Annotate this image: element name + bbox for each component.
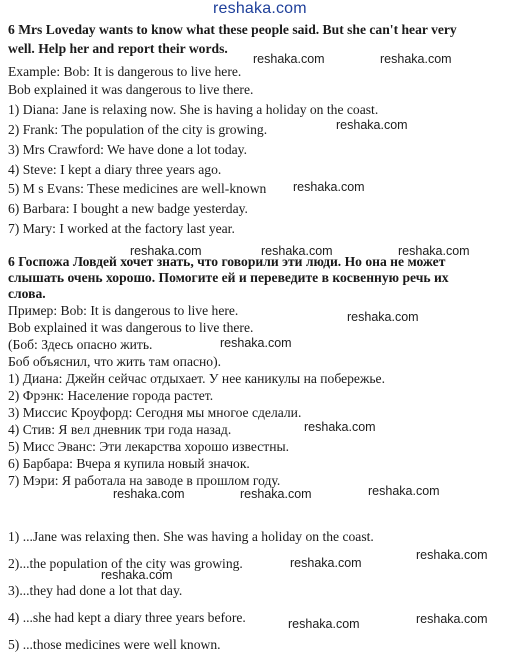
watermark: reshaka.com: [101, 568, 173, 582]
russian-item-1: 1) Диана: Джейн сейчас отдыхает. У нее каникулы на побережье.: [8, 371, 385, 386]
watermark: reshaka.com: [304, 420, 376, 434]
answer-5: 5) ...those medicines were well known.: [8, 637, 221, 652]
english-item-5: 5) M s Evans: These medicines are well-known: [8, 181, 267, 196]
watermark: reshaka.com: [347, 310, 419, 324]
english-item-3: 3) Mrs Crawford: We have done a lot today.: [8, 142, 247, 157]
watermark: reshaka.com: [130, 244, 202, 258]
russian-example-line-2: Bob explained it was dangerous to live there.: [8, 320, 254, 335]
watermark: reshaka.com: [416, 548, 488, 562]
russian-example-line-4: Боб объяснил, что жить там опасно).: [8, 354, 222, 369]
russian-task-title-line-3: слова.: [8, 286, 46, 301]
watermark: reshaka.com: [336, 118, 408, 132]
russian-item-2: 2) Фрэнк: Население города растет.: [8, 388, 214, 403]
russian-item-5: 5) Мисс Эванс: Эти лекарства хорошо известны.: [8, 439, 290, 454]
english-item-2: 2) Frank: The population of the city is growing.: [8, 122, 268, 137]
watermark: reshaka.com: [261, 244, 333, 258]
russian-task-title-line-2: слышать очень хорошо. Помогите ей и переведите в косвенную речь их: [8, 270, 449, 285]
watermark: reshaka.com: [288, 617, 360, 631]
russian-example-line-3: (Боб: Здесь опасно жить.: [8, 337, 153, 352]
answer-2: 2)...the population of the city was growing.: [8, 556, 243, 571]
watermark: reshaka.com: [416, 612, 488, 626]
task-title-line-1: 6 Mrs Loveday wants to know what these people said. But she can't hear very: [8, 22, 457, 37]
english-item-4: 4) Steve: I kept a diary three years ago.: [8, 162, 222, 177]
russian-task-title-line-1: 6 Госпожа Ловдей хочет знать, что говорили эти люди. Но она не может: [8, 254, 446, 269]
watermark: reshaka.com: [113, 487, 185, 501]
answer-4: 4) ...she had kept a diary three years before.: [8, 610, 246, 625]
english-item-7: 7) Mary: I worked at the factory last year.: [8, 221, 235, 236]
watermark: reshaka.com: [398, 244, 470, 258]
watermark: reshaka.com: [220, 336, 292, 350]
watermark: reshaka.com: [253, 52, 325, 66]
english-item-6: 6) Barbara: I bought a new badge yesterday.: [8, 201, 248, 216]
watermark: reshaka.com: [293, 180, 365, 194]
russian-example-line-1: Пример: Bob: It is dangerous to live here.: [8, 303, 239, 318]
russian-item-4: 4) Стив: Я вел дневник три года назад.: [8, 422, 232, 437]
answer-3: 3)...they had done a lot that day.: [8, 583, 183, 598]
site-header-watermark: reshaka.com: [213, 0, 307, 17]
watermark: reshaka.com: [240, 487, 312, 501]
russian-item-6: 6) Барбара: Вчера я купила новый значок.: [8, 456, 250, 471]
example-line-2: Bob explained it was dangerous to live there.: [8, 82, 254, 97]
task-title-line-2: well. Help her and report their words.: [8, 41, 228, 56]
answer-1: 1) ...Jane was relaxing then. She was having a holiday on the coast.: [8, 529, 374, 544]
watermark: reshaka.com: [380, 52, 452, 66]
watermark: reshaka.com: [290, 556, 362, 570]
russian-item-3: 3) Миссис Кроуфорд: Сегодня мы многое сделали.: [8, 405, 302, 420]
english-item-1: 1) Diana: Jane is relaxing now. She is having a holiday on the coast.: [8, 102, 379, 117]
russian-item-7: 7) Мэри: Я работала на заводе в прошлом году.: [8, 473, 281, 488]
example-line-1: Example: Bob: It is dangerous to live here.: [8, 64, 242, 79]
watermark: reshaka.com: [368, 484, 440, 498]
